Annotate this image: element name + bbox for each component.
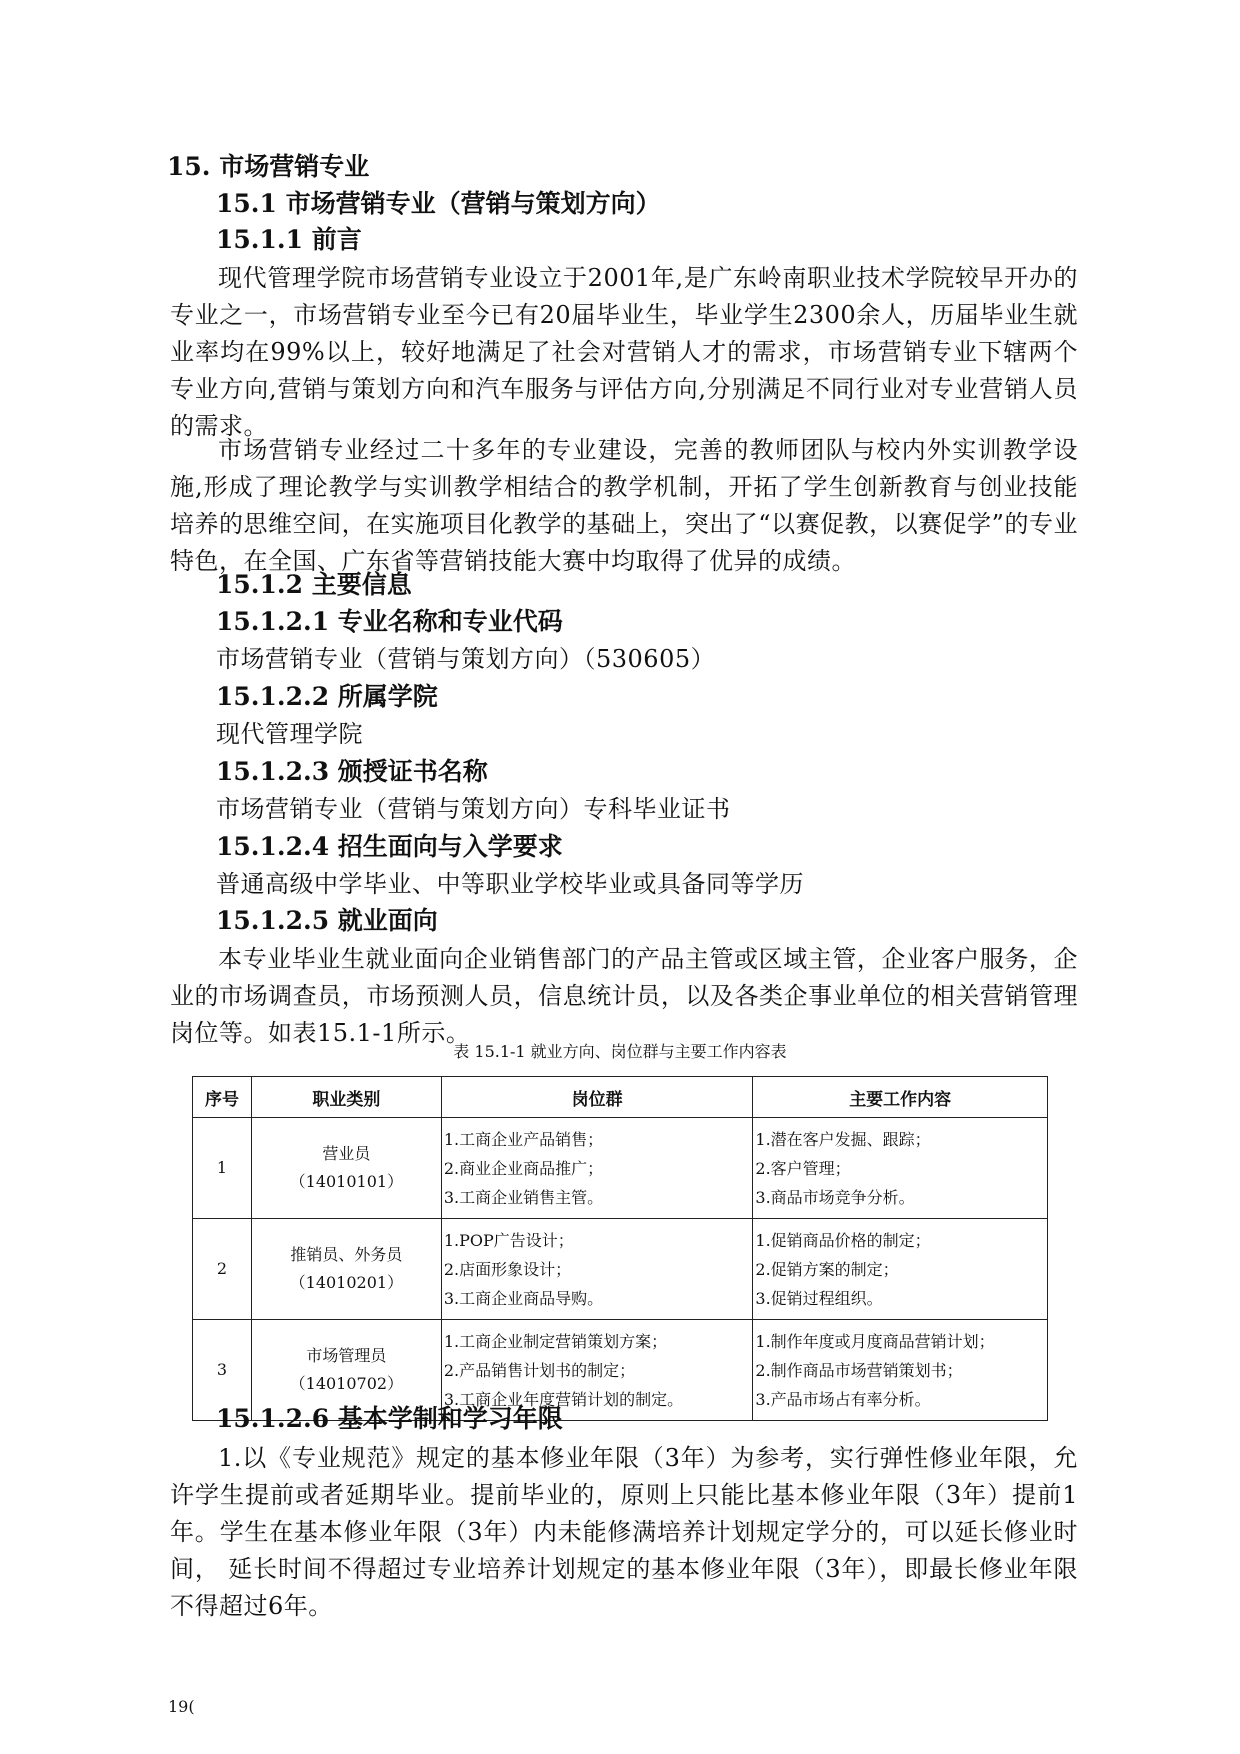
- work-item: 1.制作年度或月度商品营销计划；: [755, 1331, 995, 1351]
- category-name: 市场管理员: [306, 1346, 387, 1365]
- post-item: 1.工商企业产品销售；: [443, 1129, 604, 1149]
- work-item: 1.潜在客户发掘、跟踪；: [755, 1129, 931, 1149]
- header-work: 主要工作内容: [753, 1077, 1048, 1118]
- preface-paragraph-2: 市场营销专业经过二十多年的专业建设，完善的教师团队与校内外实训教学设施,形成了理论教学与实训教学相结合的教学机制，开拓了学生创新教育与创业技能培养的思维空间，在实施项目化教学的基础上，突出了“以赛促教，以赛促学”的专业特色，在全国、广东省等营销技能大赛中均取得了优异的成绩。: [170, 436, 1078, 575]
- table-header-row: [193, 1077, 1048, 1118]
- header-category: 职业类别: [251, 1077, 441, 1118]
- category-code: （14010101）: [289, 1172, 404, 1191]
- row-category: [251, 1118, 441, 1219]
- work-item: 3.商品市场竞争分析。: [755, 1187, 915, 1207]
- row-work: [753, 1118, 1048, 1219]
- cert-value: 市场营销专业（营销与策划方向）专科毕业证书: [216, 795, 731, 823]
- enroll-title: 15.1.2.4 招生面向与入学要求: [216, 832, 563, 861]
- header-posts: 岗位群: [441, 1077, 753, 1118]
- post-item: 2.产品销售计划书的制定；: [443, 1360, 636, 1380]
- table-row: [193, 1118, 1048, 1219]
- post-item: 1.工商企业制定营销策划方案；: [443, 1331, 668, 1351]
- work-item: 3.产品市场占有率分析。: [755, 1389, 931, 1409]
- work-item: 2.促销方案的制定；: [755, 1259, 899, 1279]
- table-row: [193, 1219, 1048, 1320]
- employment-table: [192, 1076, 1048, 1421]
- row-no: 3: [193, 1320, 252, 1421]
- row-posts: [441, 1118, 753, 1219]
- category-code: （14010201）: [289, 1273, 404, 1292]
- work-item: 3.促销过程组织。: [755, 1288, 883, 1308]
- work-item: 1.促销商品价格的制定；: [755, 1230, 931, 1250]
- work-item: 2.制作商品市场营销策划书；: [755, 1360, 963, 1380]
- post-item: 3.工商企业年度营销计划的制定。: [443, 1389, 684, 1409]
- duration-title: 15.1.2.6 基本学制和学习年限: [216, 1404, 563, 1433]
- category-name: 推销员、外务员: [290, 1245, 403, 1264]
- table-caption: 表 15.1-1 就业方向、岗位群与主要工作内容表: [453, 1042, 787, 1061]
- cert-title: 15.1.2.3 颁授证书名称: [216, 757, 488, 786]
- duration-text: 1.以《专业规范》规定的基本修业年限（3年）为参考，实行弹性修业年限，允许学生提前或者延期毕业。提前毕业的，原则上只能比基本修业年限（3年）提前1年。学生在基本修业年限（3年）内未能修满培养计划规定学分的，可以延长修业时间， 延长时间不得超过专业培养计划规定的基本修业年限（3年），即最长修业年限不得超过6年。: [170, 1444, 1078, 1620]
- enroll-value: 普通高级中学毕业、中等职业学校毕业或具备同等学历: [216, 870, 804, 898]
- post-item: 2.店面形象设计；: [443, 1259, 572, 1279]
- page-number: 19(: [168, 1697, 195, 1716]
- row-no: 1: [193, 1118, 252, 1219]
- main-info-title: 15.1.2 主要信息: [216, 570, 412, 599]
- row-work: [753, 1320, 1048, 1421]
- row-no: 2: [193, 1219, 252, 1320]
- preface-title: 15.1.1 前言: [216, 225, 362, 254]
- college-value: 现代管理学院: [216, 720, 363, 748]
- code-title: 15.1.2.1 专业名称和专业代码: [216, 607, 563, 636]
- work-item: 2.客户管理；: [755, 1158, 851, 1178]
- post-item: 2.商业企业商品推广；: [443, 1158, 604, 1178]
- post-item: 3.工商企业销售主管。: [443, 1187, 604, 1207]
- header-no: 序号: [193, 1077, 252, 1118]
- employ-text: 本专业毕业生就业面向企业销售部门的产品主管或区域主管，企业客户服务，企业的市场调查员，市场预测人员，信息统计员，以及各类企事业单位的相关营销管理岗位等。如表15.1-1所示。: [170, 945, 1078, 1047]
- employ-title: 15.1.2.5 就业面向: [216, 906, 438, 935]
- category-name: 营业员: [322, 1144, 371, 1163]
- row-posts: [441, 1219, 753, 1320]
- row-category: [251, 1219, 441, 1320]
- post-item: 3.工商企业商品导购。: [443, 1288, 604, 1308]
- subsection-title: 15.1 市场营销专业（营销与策划方向）: [216, 189, 661, 218]
- post-item: 1.POP广告设计；: [443, 1230, 574, 1250]
- section-title: 15. 市场营销专业: [167, 152, 370, 181]
- college-title: 15.1.2.2 所属学院: [216, 682, 438, 711]
- preface-paragraph-1: 现代管理学院市场营销专业设立于2001年,是广东岭南职业技术学院较早开办的专业之一，市场营销专业至今已有20届毕业生，毕业学生2300余人，历届毕业生就业率均在99%以上，较好地满足了社会对营销人才的需求，市场营销专业下辖两个专业方向,营销与策划方向和汽车服务与评估方向,分别满足不同行业对专业营销人员的需求。: [170, 264, 1078, 440]
- row-work: [753, 1219, 1048, 1320]
- code-value: 市场营销专业（营销与策划方向）（530605）: [216, 645, 716, 673]
- category-code: （14010702）: [289, 1374, 404, 1393]
